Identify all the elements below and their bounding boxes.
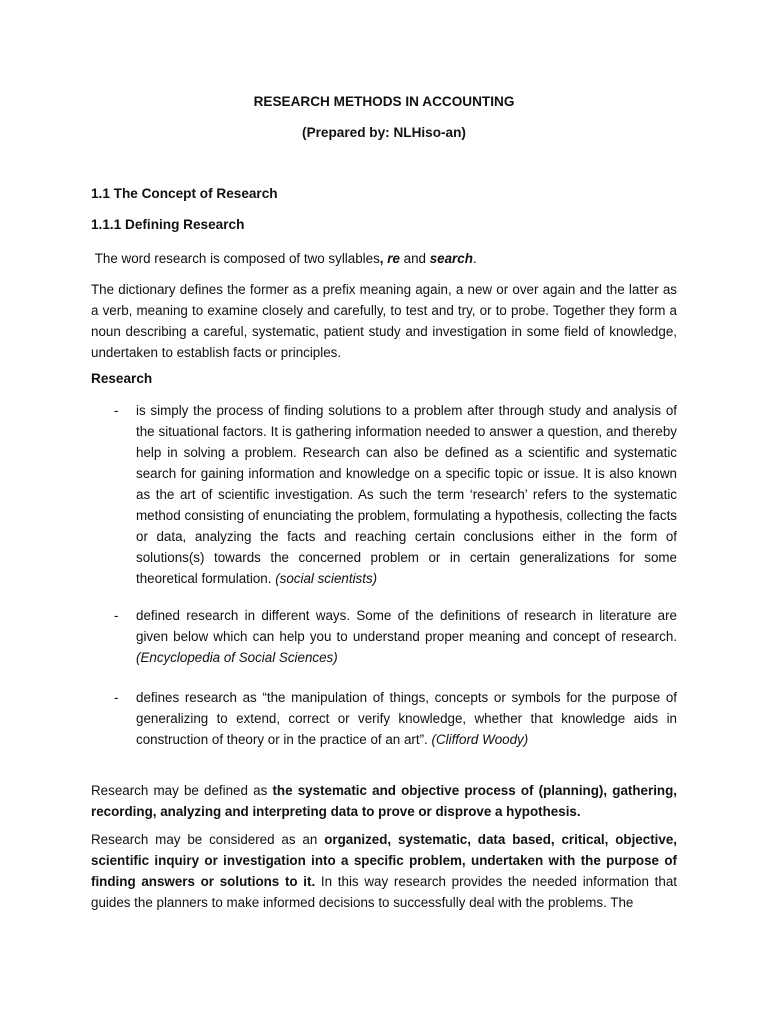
list-item-text bbox=[136, 687, 677, 750]
document-subtitle: (Prepared by: NLHiso-an) bbox=[302, 125, 466, 140]
list-item-source: (Clifford Woody) bbox=[431, 732, 529, 747]
intro-re: re bbox=[387, 251, 400, 266]
intro-paragraph-syllables bbox=[91, 248, 677, 269]
bullet-dash: - bbox=[114, 403, 119, 418]
bullet-dash: - bbox=[114, 690, 119, 705]
considered-bold: organized, systematic, data based, critical, objective, scientific inquiry or investigation into a specific problem, undertaken with the purpose of finding answers or solutions to it. bbox=[91, 832, 677, 889]
section-heading: 1.1 The Concept of Research bbox=[91, 186, 278, 201]
intro-text: The word research is composed of two syllables bbox=[94, 251, 380, 266]
list-item-source: (Encyclopedia of Social Sciences) bbox=[136, 650, 338, 665]
list-item bbox=[91, 605, 677, 668]
definition-lead: Research may be defined as bbox=[91, 783, 273, 798]
document-title: RESEARCH METHODS IN ACCOUNTING bbox=[253, 94, 515, 109]
intro-and: and bbox=[399, 251, 430, 266]
intro-paragraph-dictionary: The dictionary defines the former as a prefix meaning again, a new or over again and the latter as a verb, meaning to examine closely and carefully, to test and try, or to probe. Together they form a noun describing a careful, systematic, patient study and investigation in some field of knowledge, undertaken to establish facts or principles. bbox=[91, 282, 677, 360]
considered-lead: Research may be considered as an bbox=[91, 832, 325, 847]
list-item bbox=[91, 400, 677, 589]
research-heading: Research bbox=[91, 371, 153, 386]
list-item-text bbox=[136, 605, 677, 668]
definition-bold: the systematic and objective process of (planning), gathering, recording, analyzing and interpreting data to prove or disprove a hypothesis. bbox=[91, 783, 677, 819]
list-item-body: defined research in different ways. Some of the definitions of research in literature are given below which can help you to understand proper meaning and concept of research. bbox=[136, 608, 677, 644]
considered-paragraph bbox=[91, 829, 677, 913]
intro-comma: , bbox=[379, 251, 388, 266]
list-item-body: defines research as “the manipulation of things, concepts or symbols for the purpose of generalizing to extend, correct or verify knowledge, whether that knowledge aids in construction of theory or in the practice of an art”. bbox=[136, 690, 677, 747]
considered-tail: In this way research provides the needed information that guides the planners to make informed decisions to successfully deal with the problems. The bbox=[91, 874, 677, 910]
definition-paragraph bbox=[91, 780, 677, 822]
list-item-body: is simply the process of finding solutions to a problem after through study and analysis of the situational factors. It is gathering information needed to answer a question, and thereby help in solving a problem. Research can also be defined as a scientific and systematic search for gaining information and knowledge on a specific topic or issue. It is also known as the art of scientific investigation. As such the term ‘research’ refers to the systematic method consisting of enunciating the problem, formulating a hypothesis, collecting the facts or data, analyzing the facts and reaching certain conclusions either in the form of solutions(s) towards the concerned problem or in certain generalizations for some theoretical formulation. bbox=[136, 403, 677, 586]
subsection-heading: 1.1.1 Defining Research bbox=[91, 217, 245, 232]
list-item bbox=[91, 687, 677, 750]
intro-search: search bbox=[429, 251, 473, 266]
bullet-dash: - bbox=[114, 608, 119, 623]
list-item-text bbox=[136, 400, 677, 589]
intro-period: . bbox=[472, 251, 477, 266]
list-item-source: (social scientists) bbox=[275, 571, 378, 586]
